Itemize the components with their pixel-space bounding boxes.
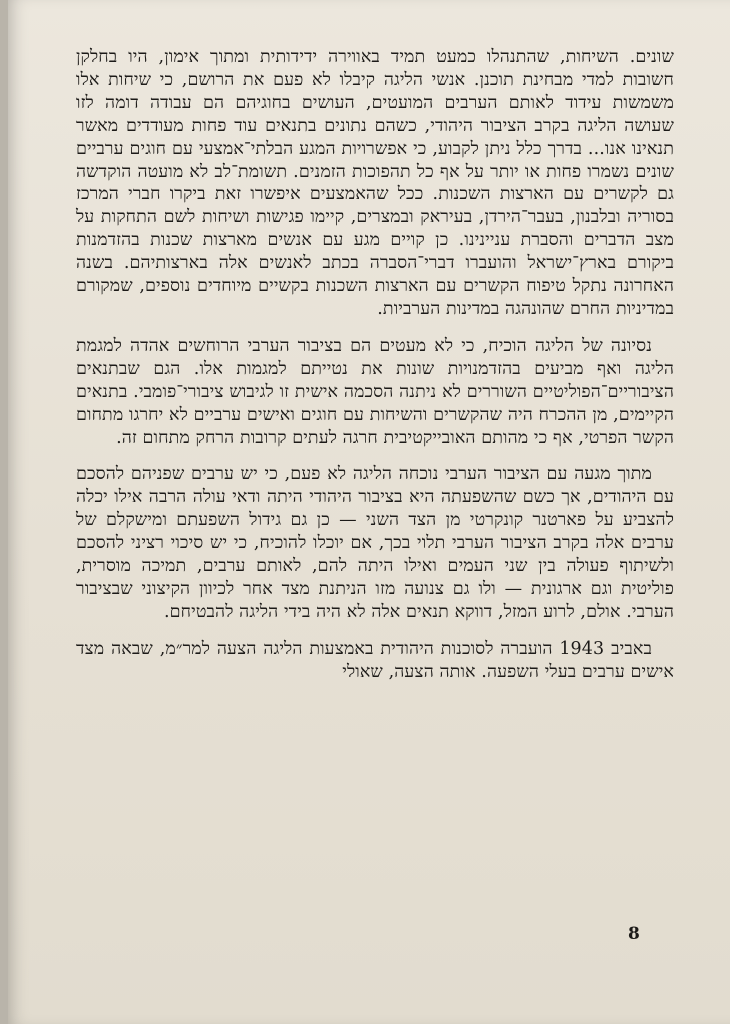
paragraph-1: שונים. השיחות, שהתנהלו כמעט תמיד באווירה ידידותית ומתוך אימון, היו בחלקן חשובות למדי מבחינת תוכנן. אנשי הליגה קיבלו לא פעם את הרושם, כי שיחות אלו משמשות עידוד לאותם הערבים המועטים, העושים בחוגיהם הם עבודה דומה לזו שעושה הליגה בקרב הציבור היהודי, כשהם נתונים בתנאים עוד פחות מעודדים מאשר תנאינו אנו... בדרך כלל ניתן לקבוע, כי אפשרויות המגע הבלתי־אמצעי עם חוגים ערביים שונים נשמרו פחות או יותר על אף כל תהפוכות הזמנים. תשומת־לב לא מועטה הוקדשה גם לקשרים עם הארצות השכנות. ככל שהאמצעים איפשרו זאת ביקרו חברי המרכז בסוריה ובלבנון, בעבר־הירדן, בעיראק ובמצרים, קיימו פגישות ושיחות לשם התחקות על מצב הדברים והסברת עניינינו. כן קויים מגע עם אנשים מארצות שכנות בהזדמנות ביקורם בארץ־ישראל והועברו דברי־הסברה בכתב לאנשים אלה בארצותיהם. בשנה האחרונה נתקל טיפוח הקשרים עם הארצות השכנות בקשיים מיוחדים נוספים, שמקורם במדיניות החרם שהונהגה במדינות הערביות. bbox=[76, 47, 674, 319]
paragraph-4: באביב 1943 הועברה לסוכנות היהודית באמצעות הליגה הצעה למר״מ, שבאה מצד אישים ערבים בעלי השפעה. אותה הצעה, שאולי bbox=[76, 638, 674, 682]
page-number: 8 bbox=[628, 924, 640, 944]
page-body bbox=[76, 46, 674, 684]
paragraph-3: מתוך מגעה עם הציבור הערבי נוכחה הליגה לא פעם, כי יש ערבים שפניהם להסכם עם היהודים, אך כשם שהשפעתה היא בציבור היהודי היתה ודאי עולה הרבה אילו יכלה להצביע על פארטנר קונקרטי מן הצד השני — כן גם גידול השפעתם ומישקלם של ערבים אלה בקרב הציבור הערבי תלוי בכך, אם יוכלו להוכיח, כי יש סיכוי רציני להסכם ולשיתוף פעולה בין שני העמים ואילו היתה להם, לאותם ערבים, תמיכה מוסרית, פוליטית וגם ארגונית — ולו גם צנועה מזו הניתנת מצד אחר לכיוון הקיצוני שבציבור הערבי. אולם, לרוע המזל, דווקא תנאים אלה לא היה בידי הליגה להבטיחם. bbox=[76, 464, 674, 622]
paragraph-2: נסיונה של הליגה הוכיח, כי לא מעטים הם בציבור הערבי הרוחשים אהדה למגמת הליגה ואף מביעים בהזדמנויות שונות את נטייתם למגמות אלו. הגם שבתנאים הציבוריים־הפוליטיים השוררים לא ניתנה הסכמה אישית זו לגיבוש ציבורי־פומבי. בתנאים הקיימים, מן ההכרח היה שהקשרים והשיחות עם חוגים ואישים ערביים לא יחרגו מתחום הקשר הפרטי, אף כי מהותם האובייקטיבית חרגה לעתים קרובות הרחק מתחום זה. bbox=[76, 335, 674, 448]
book-page bbox=[8, 0, 730, 1024]
